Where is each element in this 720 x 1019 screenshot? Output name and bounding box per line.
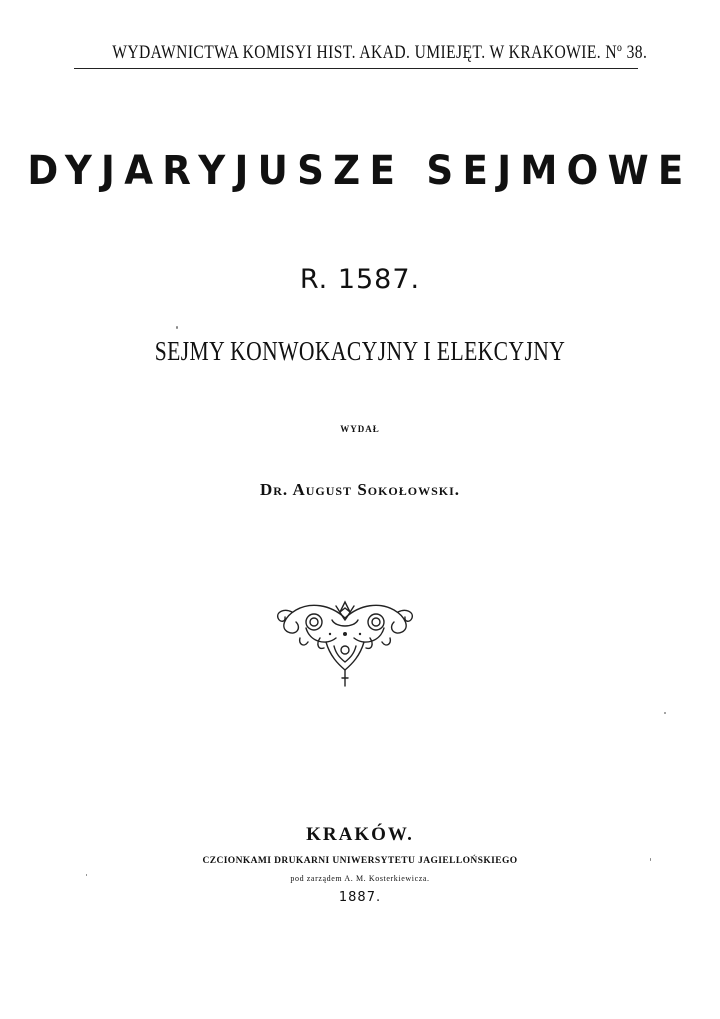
series-title: WYDAWNICTWA KOMISYI HIST. AKAD. UMIEJĘT. W KRAKOWIE. <box>112 42 602 63</box>
floral-scroll-ornament-icon <box>270 598 420 690</box>
editor-name: Dr. August Sokołowski. <box>259 480 461 499</box>
imprint-printer: CZCIONKAMI DRUKARNI UNIWERSYTETU JAGIELLOŃSKIEGO <box>202 856 518 866</box>
header-rule <box>74 68 638 69</box>
main-title: DYJARYJUSZE SEJMOWE <box>27 148 693 194</box>
subtitle: SEJMY KONWOKACYJNY I ELEKCYJNY <box>154 336 566 366</box>
scan-speck <box>664 712 666 714</box>
series-number: Nº 38. <box>605 42 648 63</box>
scan-speck <box>176 326 178 329</box>
scan-speck <box>86 874 87 876</box>
imprint-place: KRAKÓW. <box>306 824 414 845</box>
imprint-management: pod zarządem A. M. Kosterkiewicza. <box>290 874 430 883</box>
session-year: R. 1587. <box>299 264 421 295</box>
scan-speck <box>650 858 651 861</box>
imprint-year: 1887. <box>338 890 382 905</box>
series-header <box>112 42 648 64</box>
editor-label: WYDAŁ <box>340 424 380 434</box>
